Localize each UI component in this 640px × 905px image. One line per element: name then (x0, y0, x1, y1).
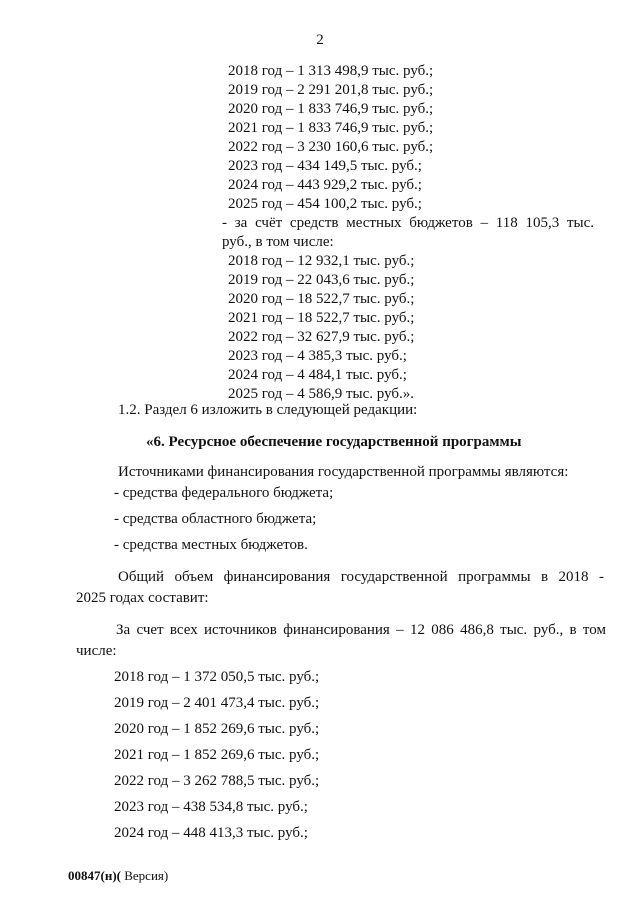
local-year-line: 2021 год – 18 522,7 тыс. руб.; (228, 310, 415, 326)
all-year-line: 2020 год – 1 852 269,6 тыс. руб.; (114, 721, 320, 737)
all-year-line: 2019 год – 2 401 473,4 тыс. руб.; (114, 695, 320, 711)
local-year-line: 2019 год – 22 043,6 тыс. руб.; (228, 272, 415, 288)
budget-year-line: 2024 год – 443 929,2 тыс. руб.; (228, 177, 422, 193)
local-year-line: 2024 год – 4 484,1 тыс. руб.; (228, 367, 407, 383)
page-number: 2 (316, 32, 324, 48)
local-budgets-line-cont: руб., в том числе: (222, 234, 334, 250)
budget-year-line: 2021 год – 1 833 746,9 тыс. руб.; (228, 120, 434, 136)
total-financing-line: Общий объем финансирования государственной программы в 2018 - (118, 569, 604, 585)
footer-version: Версия) (120, 868, 169, 883)
source-item: - средства федерального бюджета; (114, 485, 334, 501)
local-year-line: 2022 год – 32 627,9 тыс. руб.; (228, 329, 415, 345)
source-item: - средства областного бюджета; (114, 511, 317, 527)
all-year-line: 2023 год – 438 534,8 тыс. руб.; (114, 799, 308, 815)
budget-breakdown-block (222, 62, 608, 404)
source-item: - средства местных бюджетов. (114, 537, 308, 553)
all-year-line: 2024 год – 448 413,3 тыс. руб.; (114, 825, 308, 841)
section-heading: «6. Ресурсное обеспечение государственной программы (146, 434, 522, 450)
footer-code: 00847(н)( (68, 868, 121, 883)
local-year-line: 2025 год – 4 586,9 тыс. руб.». (228, 386, 415, 402)
total-financing-line-cont: 2025 годах составит: (76, 590, 209, 606)
sources-intro: Источниками финансирования государственной программы являются: (118, 464, 569, 480)
local-year-line: 2020 год – 18 522,7 тыс. руб.; (228, 291, 415, 307)
section-intro: 1.2. Раздел 6 изложить в следующей редакции: (118, 402, 418, 418)
all-sources-line: За счет всех источников финансирования – 12 086 486,8 тыс. руб., в том (116, 622, 606, 638)
budget-year-line: 2020 год – 1 833 746,9 тыс. руб.; (228, 101, 434, 117)
local-year-line: 2018 год – 12 932,1 тыс. руб.; (228, 253, 415, 269)
budget-year-line: 2019 год – 2 291 201,8 тыс. руб.; (228, 82, 434, 98)
local-budgets-line: - за счёт средств местных бюджетов – 118 105,3 тыс. (222, 215, 594, 231)
local-year-line: 2023 год – 4 385,3 тыс. руб.; (228, 348, 407, 364)
all-year-line: 2022 год – 3 262 788,5 тыс. руб.; (114, 773, 320, 789)
budget-year-line: 2022 год – 3 230 160,6 тыс. руб.; (228, 139, 434, 155)
budget-year-line: 2023 год – 434 149,5 тыс. руб.; (228, 158, 422, 174)
budget-year-line: 2018 год – 1 313 498,9 тыс. руб.; (228, 63, 434, 79)
footer-document-code (68, 868, 168, 884)
all-year-line: 2021 год – 1 852 269,6 тыс. руб.; (114, 747, 320, 763)
budget-year-line: 2025 год – 454 100,2 тыс. руб.; (228, 196, 422, 212)
all-year-line: 2018 год – 1 372 050,5 тыс. руб.; (114, 669, 320, 685)
all-sources-line-cont: числе: (76, 643, 117, 659)
